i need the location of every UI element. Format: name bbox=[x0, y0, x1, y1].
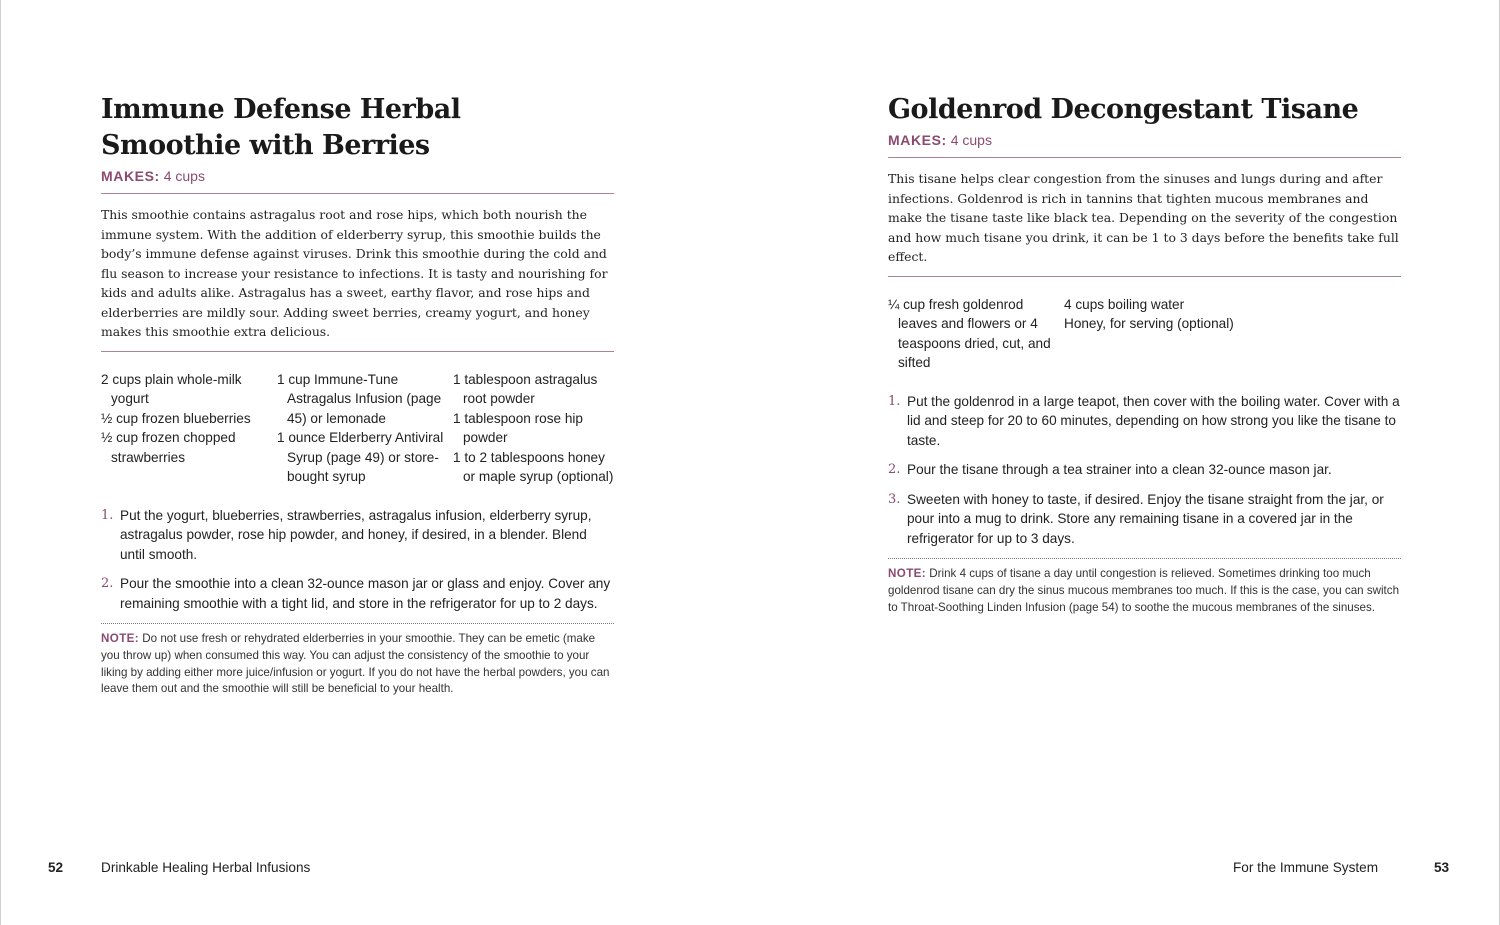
step-list bbox=[888, 392, 1401, 549]
ingredient: ¼ cup fresh goldenrod leaves and flowers or 4 teaspoons dried, cut, and sifted bbox=[888, 296, 1051, 370]
recipe-note bbox=[888, 566, 1401, 616]
step-number: 1. bbox=[888, 393, 901, 409]
ingredient: Honey, for serving (optional) bbox=[1064, 316, 1234, 331]
step bbox=[101, 574, 614, 613]
recipe-intro: This tisane helps clear congestion from the sinuses and lungs during and after infections. Goldenrod is rich in tannins that tighten mucous membranes and make the tisane taste like black tea. Depending on the severity of the congestion and how much tisane you drink, it can be 1 to 3 days before the benefits take full effect. bbox=[888, 171, 1399, 264]
ingredient-column bbox=[101, 370, 277, 487]
ingredient: 2 cups plain whole-milk yogurt bbox=[101, 371, 242, 406]
recipe-title: Goldenrod Decongestant Tisane bbox=[888, 94, 1359, 125]
page-number: 52 bbox=[48, 860, 64, 875]
step-list bbox=[101, 506, 614, 614]
note-label: NOTE: bbox=[888, 567, 927, 580]
ingredient: 1 to 2 tablespoons honey or maple syrup (optional) bbox=[453, 449, 614, 484]
ingredient-list bbox=[101, 370, 614, 487]
ingredient: 1 tablespoon rose hip powder bbox=[453, 410, 583, 445]
ingredient: 1 ounce Elderberry Antiviral Syrup (page 49) or store-bought syrup bbox=[277, 430, 444, 484]
step-number: 1. bbox=[101, 507, 114, 523]
recipe-title-line-1: Immune Defense Herbal bbox=[101, 94, 461, 125]
step-number: 3. bbox=[888, 491, 901, 507]
left-recipe bbox=[101, 92, 614, 698]
recipe-note bbox=[101, 631, 614, 698]
step bbox=[101, 506, 614, 565]
step bbox=[888, 460, 1401, 480]
dotted-divider bbox=[888, 558, 1401, 559]
makes-label: MAKES: bbox=[101, 168, 160, 184]
note-label: NOTE: bbox=[101, 632, 140, 645]
makes-value: 4 cups bbox=[163, 168, 205, 184]
running-footer: For the Immune System bbox=[1233, 860, 1379, 875]
ingredient: ½ cup frozen chopped strawberries bbox=[101, 430, 236, 465]
ingredient-column bbox=[888, 295, 1064, 373]
makes-label: MAKES: bbox=[888, 132, 947, 148]
step-text: Put the goldenrod in a large teapot, then cover with the boiling water. Cover with a lid and steep for 20 to 60 minutes, depending on how strong you like the tisane to taste. bbox=[907, 393, 1400, 448]
ingredient-column bbox=[453, 370, 614, 487]
ingredient-column bbox=[1064, 295, 1240, 373]
step-text: Pour the smoothie into a clean 32-ounce mason jar or glass and enjoy. Cover any remaining smoothie with a tight lid, and store in the refrigerator for up to 2 days. bbox=[120, 576, 611, 611]
step bbox=[888, 392, 1401, 451]
step-text: Put the yogurt, blueberries, strawberries, astragalus infusion, elderberry syrup, astragalus powder, rose hip powder, and honey, if desired, in a blender. Blend until smooth. bbox=[120, 507, 592, 562]
note-text: Drink 4 cups of tisane a day until congestion is relieved. Sometimes drinking too much goldenrod tisane can dry the sinus mucous membranes too much. If this is the case, you can switch to Throat-Soothing Linden Infusion (page 54) to soothe the mucous membranes of the sinuses. bbox=[888, 567, 1400, 614]
divider bbox=[888, 157, 1401, 158]
note-text: Do not use fresh or rehydrated elderberries in your smoothie. They can be emetic (make you throw up) when consumed this way. You can adjust the consistency of the smoothie to your liking by adding either more juice/infusion or yogurt. If you do not have the herbal powders, you can leave them out and the smoothie will still be beneficial to your health. bbox=[101, 632, 610, 696]
right-recipe bbox=[888, 92, 1401, 616]
right-page bbox=[750, 0, 1500, 925]
recipe-title bbox=[101, 92, 614, 164]
makes-line bbox=[101, 166, 614, 186]
ingredient: 1 cup Immune-Tune Astragalus Infusion (page 45) or lemonade bbox=[277, 371, 442, 426]
makes-line bbox=[888, 130, 1401, 150]
divider bbox=[888, 276, 1401, 277]
recipe-intro: This smoothie contains astragalus root and rose hips, which both nourish the immune system. With the addition of elderberry syrup, this smoothie builds the body’s immune defense against viruses. Drink this smoothie during the cold and flu season to increase your resistance to infections. It is tasty and nourishing for kids and adults alike. Astragalus has a sweet, earthy flavor, and rose hips and elderberries are mildly sour. Adding sweet berries, creamy yogurt, and honey makes this smoothie extra delicious. bbox=[101, 207, 608, 339]
ingredient: 4 cups boiling water bbox=[1064, 296, 1185, 312]
ingredient-column bbox=[277, 370, 453, 487]
ingredient: ½ cup frozen blueberries bbox=[101, 410, 251, 426]
makes-value: 4 cups bbox=[950, 132, 992, 148]
ingredient-list bbox=[888, 295, 1401, 373]
step bbox=[888, 490, 1401, 549]
step-number: 2. bbox=[888, 462, 901, 477]
running-footer: Drinkable Healing Herbal Infusions bbox=[101, 860, 311, 875]
step-text: Pour the tisane through a tea strainer into a clean 32-ounce mason jar. bbox=[907, 462, 1332, 477]
divider bbox=[101, 351, 614, 352]
ingredient: 1 tablespoon astragalus root powder bbox=[453, 371, 598, 406]
page-number: 53 bbox=[1434, 860, 1450, 875]
step-text: Sweeten with honey to taste, if desired. Enjoy the tisane straight from the jar, or pour into a mug to drink. Store any remaining tisane in a covered jar in the refrigerator for up to 3 days. bbox=[907, 491, 1384, 546]
divider bbox=[101, 193, 614, 194]
recipe-title-line-2: Smoothie with Berries bbox=[101, 130, 430, 161]
dotted-divider bbox=[101, 623, 614, 624]
step-number: 2. bbox=[101, 576, 114, 591]
